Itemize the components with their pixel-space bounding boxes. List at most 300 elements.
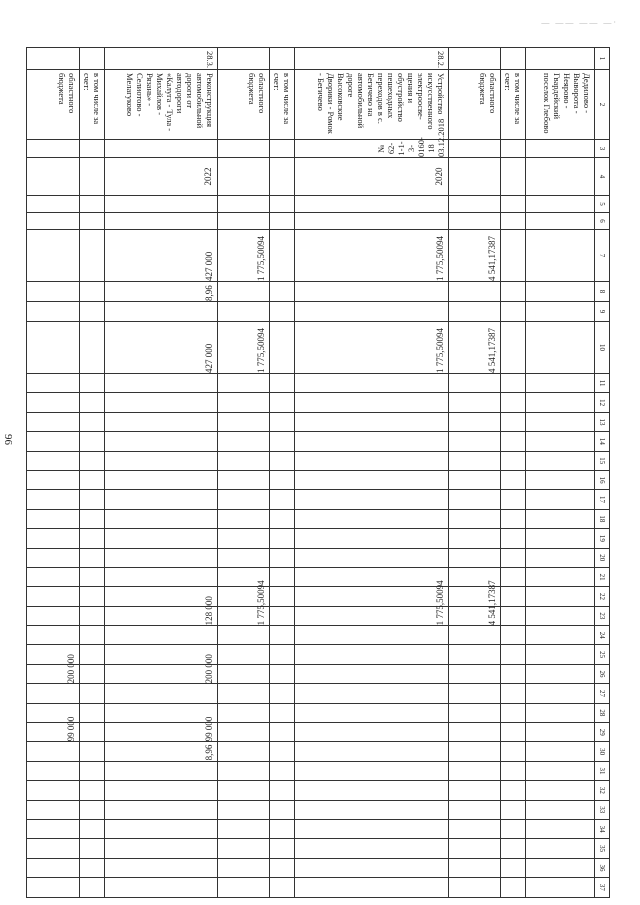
row-title: в том числе за счет:	[501, 70, 526, 140]
value-cell-17	[270, 490, 295, 509]
value-cell-18	[526, 509, 595, 528]
value-cell-16	[79, 470, 104, 489]
value-cell-21	[526, 567, 595, 586]
value-cell-19	[295, 529, 448, 548]
value-cell-6	[79, 213, 104, 230]
column-number: 13	[594, 412, 609, 431]
value-cell-22	[104, 587, 217, 606]
header-marks: — —— —— —·	[541, 18, 618, 27]
value-cell-33	[526, 800, 595, 819]
value-cell-10	[104, 322, 217, 374]
value-cell-33	[104, 800, 217, 819]
value-cell-28	[501, 703, 526, 722]
table-row	[104, 48, 217, 898]
value-cell-24	[295, 626, 448, 645]
value-cell-20	[501, 548, 526, 567]
value-cell-16	[104, 470, 217, 489]
value-cell-29	[27, 716, 80, 742]
column-number: 18	[594, 509, 609, 528]
value-cell-10	[448, 322, 500, 374]
row-title: в том числе за счет:	[79, 70, 104, 140]
value-cell-13	[295, 412, 448, 431]
cell-value: 1 775,50094	[256, 236, 267, 281]
value-cell-35	[79, 839, 104, 858]
value-cell-12	[501, 393, 526, 412]
value-cell-24	[217, 626, 269, 645]
value-cell-35	[448, 839, 500, 858]
value-cell-34	[104, 819, 217, 838]
value-cell-37	[270, 878, 295, 897]
cell-value: 1 775,50094	[434, 328, 445, 373]
value-cell-17	[104, 490, 217, 509]
year-value: 2022	[202, 167, 213, 186]
table-row	[526, 48, 595, 898]
value-cell-20	[270, 548, 295, 567]
value-cell-37	[295, 878, 448, 897]
value-cell-35	[501, 839, 526, 858]
cell-value: 8,96	[203, 745, 214, 761]
cell-value: 427 000	[203, 343, 214, 373]
value-cell-15	[501, 451, 526, 470]
value-cell-33	[217, 800, 269, 819]
table-row	[295, 48, 448, 898]
value-cell-29	[104, 716, 217, 742]
year-cell	[526, 158, 595, 196]
value-cell-17	[448, 490, 500, 509]
value-cell-13	[79, 412, 104, 431]
value-cell-20	[526, 548, 595, 567]
rotated-table-wrapper	[26, 47, 610, 891]
value-cell-25	[295, 645, 448, 664]
row-number: 28.2.	[295, 48, 448, 70]
value-cell-30	[79, 742, 104, 761]
value-cell-26	[526, 664, 595, 683]
value-cell-29	[295, 723, 448, 742]
value-cell-12	[448, 393, 500, 412]
cell-value: 200 000	[65, 654, 76, 684]
value-cell-14	[501, 432, 526, 451]
value-cell-13	[104, 412, 217, 431]
value-cell-36	[295, 858, 448, 877]
value-cell-34	[448, 819, 500, 838]
value-cell-5	[79, 196, 104, 213]
value-cell-33	[501, 800, 526, 819]
value-cell-35	[104, 839, 217, 858]
value-cell-8	[295, 282, 448, 302]
value-cell-9	[27, 302, 80, 322]
value-cell-17	[217, 490, 269, 509]
value-cell-14	[526, 432, 595, 451]
value-cell-19	[79, 529, 104, 548]
value-cell-6	[501, 213, 526, 230]
value-cell-19	[270, 529, 295, 548]
value-cell-37	[27, 878, 80, 897]
cell-value: 4 541,17387	[487, 580, 498, 626]
value-cell-6	[104, 213, 217, 230]
year-cell	[270, 158, 295, 196]
value-cell-25	[79, 645, 104, 664]
value-cell-24	[526, 626, 595, 645]
value-cell-31	[217, 761, 269, 780]
value-cell-26	[217, 664, 269, 683]
cell-value: 128 000	[203, 595, 214, 626]
value-cell-16	[501, 470, 526, 489]
row-number: 28.3.	[104, 48, 217, 70]
value-cell-11	[295, 374, 448, 393]
cell-value: 1 775,50094	[434, 236, 445, 281]
value-cell-19	[217, 529, 269, 548]
approval-code	[104, 140, 217, 158]
row-number	[526, 48, 595, 70]
column-number: 33	[594, 800, 609, 819]
value-cell-29	[270, 723, 295, 742]
value-cell-9	[295, 302, 448, 322]
row-title: Дедилово - Выворота - Неярово - Гвардейский поселок Глебово	[526, 70, 595, 140]
value-cell-35	[217, 839, 269, 858]
value-cell-32	[448, 781, 500, 800]
column-number: 31	[594, 761, 609, 780]
value-cell-20	[104, 548, 217, 567]
value-cell-17	[79, 490, 104, 509]
table-row	[79, 48, 104, 898]
value-cell-13	[270, 412, 295, 431]
value-cell-9	[526, 302, 595, 322]
year-cell	[448, 158, 500, 196]
value-cell-5	[270, 196, 295, 213]
value-cell-15	[270, 451, 295, 470]
value-cell-6	[217, 213, 269, 230]
value-cell-12	[217, 393, 269, 412]
value-cell-7	[270, 230, 295, 282]
value-cell-24	[104, 626, 217, 645]
value-cell-17	[526, 490, 595, 509]
value-cell-14	[79, 432, 104, 451]
value-cell-5	[217, 196, 269, 213]
value-cell-32	[270, 781, 295, 800]
value-cell-13	[501, 412, 526, 431]
value-cell-32	[27, 781, 80, 800]
value-cell-24	[448, 626, 500, 645]
column-number: 19	[594, 529, 609, 548]
value-cell-21	[270, 567, 295, 586]
value-cell-6	[295, 213, 448, 230]
value-cell-20	[79, 548, 104, 567]
value-cell-16	[526, 470, 595, 489]
value-cell-25	[104, 645, 217, 664]
cell-value: 1 775,50094	[256, 328, 267, 373]
value-cell-21	[295, 567, 448, 586]
value-cell-34	[217, 819, 269, 838]
value-cell-33	[448, 800, 500, 819]
value-cell-13	[27, 412, 80, 431]
value-cell-8	[270, 282, 295, 302]
year-cell	[217, 158, 269, 196]
value-cell-5	[295, 196, 448, 213]
cell-value: 1 775,50094	[256, 580, 267, 626]
approval-code	[448, 140, 500, 158]
cell-value: 8,96	[203, 285, 214, 301]
value-cell-34	[526, 819, 595, 838]
value-cell-28	[79, 703, 104, 722]
value-cell-37	[79, 878, 104, 897]
value-cell-18	[270, 509, 295, 528]
value-cell-12	[27, 393, 80, 412]
column-number: 34	[594, 819, 609, 838]
value-cell-25	[526, 645, 595, 664]
value-cell-23	[270, 606, 295, 625]
value-cell-10	[217, 322, 269, 374]
value-cell-8	[27, 282, 80, 302]
value-cell-11	[270, 374, 295, 393]
value-cell-37	[104, 878, 217, 897]
value-cell-13	[217, 412, 269, 431]
value-cell-28	[448, 703, 500, 722]
value-cell-20	[217, 548, 269, 567]
column-number: 23	[594, 606, 609, 625]
column-number: 27	[594, 684, 609, 703]
value-cell-37	[526, 878, 595, 897]
value-cell-36	[501, 858, 526, 877]
value-cell-17	[501, 490, 526, 509]
value-cell-27	[79, 684, 104, 703]
table-row	[270, 48, 295, 898]
value-cell-5	[27, 196, 80, 213]
value-cell-23	[104, 595, 217, 626]
value-cell-14	[104, 432, 217, 451]
column-number: 30	[594, 742, 609, 761]
value-cell-32	[295, 781, 448, 800]
value-cell-31	[270, 761, 295, 780]
value-cell-34	[270, 819, 295, 838]
value-cell-7	[501, 230, 526, 282]
value-cell-10	[27, 322, 80, 374]
value-cell-11	[501, 374, 526, 393]
column-number: 29	[594, 723, 609, 742]
value-cell-29	[526, 723, 595, 742]
value-cell-9	[79, 302, 104, 322]
value-cell-30	[295, 742, 448, 761]
value-cell-19	[448, 529, 500, 548]
column-number: 4	[594, 158, 609, 196]
value-cell-10	[526, 322, 595, 374]
value-cell-31	[295, 761, 448, 780]
value-cell-5	[501, 196, 526, 213]
value-cell-16	[448, 470, 500, 489]
value-cell-22	[79, 587, 104, 606]
row-number	[270, 48, 295, 70]
cell-value: 4 541,17387	[487, 328, 498, 373]
value-cell-15	[79, 451, 104, 470]
value-cell-30	[448, 742, 500, 761]
value-cell-26	[270, 664, 295, 683]
approval-code	[270, 140, 295, 158]
value-cell-22	[27, 587, 80, 606]
value-cell-32	[217, 781, 269, 800]
value-cell-27	[448, 684, 500, 703]
value-cell-7	[104, 230, 217, 282]
value-cell-8	[526, 282, 595, 302]
value-cell-14	[270, 432, 295, 451]
column-number-row	[594, 48, 609, 898]
value-cell-26	[448, 664, 500, 683]
value-cell-15	[295, 451, 448, 470]
value-cell-21	[104, 567, 217, 586]
value-cell-34	[79, 819, 104, 838]
value-cell-7	[526, 230, 595, 282]
value-cell-12	[526, 393, 595, 412]
value-cell-31	[104, 761, 217, 780]
value-cell-30	[270, 742, 295, 761]
value-cell-15	[448, 451, 500, 470]
value-cell-8	[217, 282, 269, 302]
value-cell-36	[270, 858, 295, 877]
value-cell-30	[104, 742, 217, 761]
value-cell-26	[27, 654, 80, 684]
year-cell	[79, 158, 104, 196]
value-cell-28	[295, 703, 448, 722]
value-cell-8	[448, 282, 500, 302]
row-title: областного бюджета	[27, 70, 80, 140]
column-number: 28	[594, 703, 609, 722]
column-number: 16	[594, 470, 609, 489]
column-number: 25	[594, 645, 609, 664]
value-cell-37	[501, 878, 526, 897]
value-cell-23	[501, 606, 526, 625]
value-cell-14	[448, 432, 500, 451]
value-cell-9	[501, 302, 526, 322]
value-cell-24	[501, 626, 526, 645]
value-cell-27	[295, 684, 448, 703]
column-number: 9	[594, 302, 609, 322]
value-cell-9	[270, 302, 295, 322]
table-row	[217, 48, 269, 898]
year-cell	[501, 158, 526, 196]
value-cell-24	[27, 626, 80, 645]
value-cell-34	[501, 819, 526, 838]
value-cell-6	[270, 213, 295, 230]
value-cell-16	[270, 470, 295, 489]
value-cell-33	[270, 800, 295, 819]
value-cell-29	[501, 723, 526, 742]
value-cell-32	[79, 781, 104, 800]
value-cell-35	[27, 839, 80, 858]
value-cell-29	[79, 723, 104, 742]
value-cell-12	[79, 393, 104, 412]
value-cell-18	[27, 509, 80, 528]
value-cell-27	[217, 684, 269, 703]
value-cell-36	[217, 858, 269, 877]
row-title: Устройство искусственного электроосве-щения и обустройство пешеходных переходов в с. Бегичево на автомобильной дороге Высоковские Дворики - Ромок - Бегичево	[295, 70, 448, 140]
value-cell-25	[448, 645, 500, 664]
value-cell-15	[526, 451, 595, 470]
value-cell-10	[270, 322, 295, 374]
value-cell-20	[295, 548, 448, 567]
cell-value: 427 000	[203, 251, 214, 281]
value-cell-30	[526, 742, 595, 761]
value-cell-32	[104, 781, 217, 800]
table-row	[27, 48, 80, 898]
value-cell-11	[27, 374, 80, 393]
column-number: 20	[594, 548, 609, 567]
value-cell-23	[79, 606, 104, 625]
value-cell-23	[217, 580, 269, 626]
value-cell-10	[79, 322, 104, 374]
row-number	[501, 48, 526, 70]
value-cell-17	[27, 490, 80, 509]
column-number: 26	[594, 664, 609, 683]
table-row	[448, 48, 500, 898]
value-cell-14	[295, 432, 448, 451]
value-cell-23	[27, 606, 80, 625]
value-cell-24	[270, 626, 295, 645]
value-cell-22	[501, 587, 526, 606]
value-cell-21	[79, 567, 104, 586]
value-cell-20	[27, 548, 80, 567]
value-cell-6	[526, 213, 595, 230]
table-row	[501, 48, 526, 898]
value-cell-22	[270, 587, 295, 606]
column-number: 14	[594, 432, 609, 451]
value-cell-7	[27, 230, 80, 282]
value-cell-18	[295, 509, 448, 528]
value-cell-16	[217, 470, 269, 489]
value-cell-15	[27, 451, 80, 470]
value-cell-24	[79, 626, 104, 645]
value-cell-18	[448, 509, 500, 528]
value-cell-26	[104, 654, 217, 684]
value-cell-7	[79, 230, 104, 282]
value-cell-22	[295, 587, 448, 606]
value-cell-15	[104, 451, 217, 470]
column-number: 1	[594, 48, 609, 70]
column-number: 2	[594, 70, 609, 140]
approval-code	[526, 140, 595, 158]
column-number: 37	[594, 878, 609, 897]
value-cell-18	[104, 509, 217, 528]
value-cell-12	[295, 393, 448, 412]
value-cell-30	[217, 742, 269, 761]
value-cell-27	[270, 684, 295, 703]
value-cell-28	[270, 703, 295, 722]
value-cell-7	[448, 230, 500, 282]
row-title: Реконструкция автомобильной дороги от автодороги «Калуга - Тула - Михайлов - Рязань» - Селиотово - Мелагуково	[104, 70, 217, 140]
value-cell-27	[104, 684, 217, 703]
value-cell-26	[501, 664, 526, 683]
cell-value: 1 775,50094	[434, 580, 445, 626]
value-cell-32	[501, 781, 526, 800]
cell-value: 99 000	[65, 716, 76, 742]
value-cell-11	[526, 374, 595, 393]
value-cell-15	[217, 451, 269, 470]
value-cell-6	[27, 213, 80, 230]
value-cell-13	[526, 412, 595, 431]
value-cell-29	[217, 723, 269, 742]
budget-table	[26, 47, 610, 898]
cell-value: 4 541,17387	[487, 236, 498, 281]
column-number: 11	[594, 374, 609, 393]
value-cell-9	[448, 302, 500, 322]
value-cell-26	[295, 664, 448, 683]
row-number	[448, 48, 500, 70]
value-cell-28	[526, 703, 595, 722]
value-cell-27	[526, 684, 595, 703]
value-cell-36	[104, 858, 217, 877]
year-value: 2020	[433, 167, 444, 186]
approval-code-text: № 62-1-1-3-0160-18 03.12.2018	[375, 118, 446, 157]
value-cell-31	[27, 761, 80, 780]
row-title: областного бюджета	[448, 70, 500, 140]
value-cell-25	[501, 645, 526, 664]
